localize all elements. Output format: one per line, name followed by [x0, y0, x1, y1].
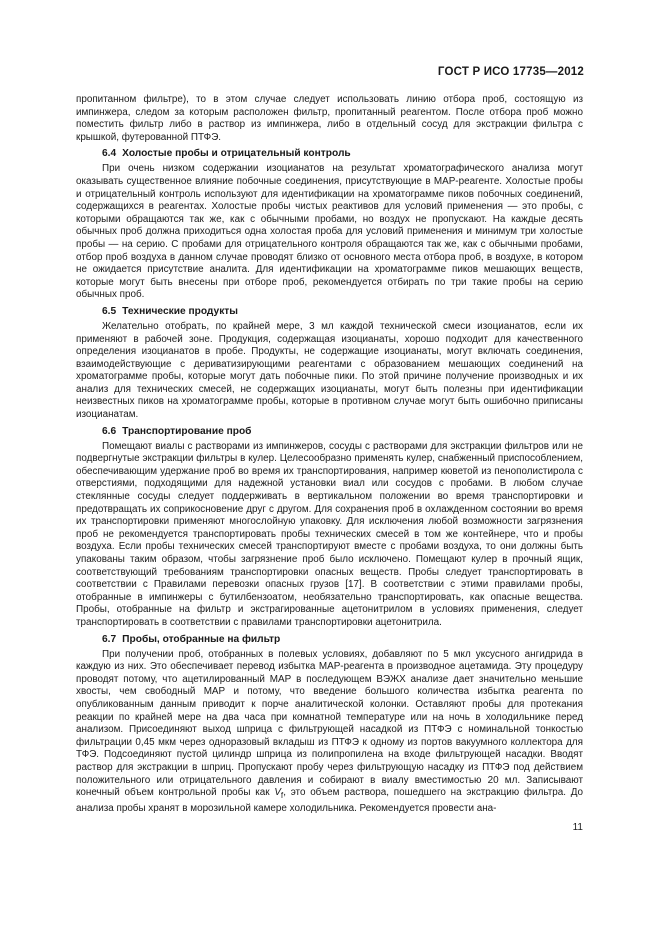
section-heading-6-4 — [76, 147, 583, 160]
section-title: Пробы, отобранные на фильтр — [122, 633, 281, 645]
section-title: Транспортирование проб — [122, 425, 252, 437]
section-heading-6-6 — [76, 425, 583, 438]
section-title: Холостые пробы и отрицательный контроль — [122, 148, 351, 160]
page-body — [76, 94, 583, 815]
volume-subscript: f — [280, 791, 284, 801]
paragraph-text-part-1: При получении проб, отобранных в полевых условиях, добавляют по 5 мкл уксусного ангидрида в каждую из них. Это обеспечивает перевод избытка МАР-реагента в производное ацетамида. Эту процедуру проводят потому, что ацетилированный МАР в последующем ВЭЖХ анализе дает значительно меньшие хвосты, чем свободный МАР и потому, что введение большого количества избытка реагента по опубликованным данным приводит к порче аналитической колонки. Оставляют пробы для протекания реакции по крайней мере на два часа при комнатной температуре или на ночь в холодильнике перед анализом. Присоединяют выход шприца с фильтрующей насадкой из ПТФЭ с номинальной тонкостью фильтрации 0,45 мкм через одноразовый вкладыш из ПТФЭ к одному из портов вакуумного коллектора для ТФЭ. Подсоединяют пустой цилиндр шприца из полипропилена на входе фильтрующей насадки. Вводят раствор для экстракции в шприц. Пропускают пробу через фильтрующую насадку из ПТФЭ под действием положительного или отрицательного давления и собирают в виалу вместимостью 20 мл. Записывают конечный объем контрольной пробы как — [76, 648, 583, 799]
paragraph-text-part-2: , это объем раствора, пошедшего на экстракцию фильтра. До анализа пробы хранят в морозильной камере холодильника. Рекомендуется провести ана- — [76, 787, 584, 814]
section-paragraph-6-7 — [76, 649, 583, 816]
section-paragraph-6-4: При очень низком содержании изоцианатов на результат хроматографического анализа могут оказывать существенное влияние побочные соединения, присутствующие в МАР-реагенте. Холостые пробы и отрицательный контроль используют для идентификации на хроматограмме пиков побочных соединений, содержащихся в реагентах. Холостые пробы чистых реактивов для условий применения — это пробы, с которыми обращаются так же, как с обычными пробами, но воздух не пропускают. На каждые десять обычных проб должна приходиться одна холостая проба для условий применения и минимум три холостые пробы — на серию. С пробами для отрицательного контроля обращаются так же, как с обычными пробами, отбор проб воздуха в данном случае проводят близко от основного места отбора проб, в воздухе, в котором не ожидается присутствие аналита. Для идентификации на хроматограмме пиков мешающих веществ, которые могут быть внесены при отборе проб, рекомендуется отбирать по три такие пробы на серию обычных проб. — [76, 163, 583, 301]
section-heading-6-5 — [76, 305, 583, 318]
section-title: Технические продукты — [122, 305, 238, 317]
volume-symbol: V — [274, 787, 281, 799]
section-heading-6-7 — [76, 633, 583, 646]
standard-header: ГОСТ Р ИСО 17735—2012 — [437, 66, 584, 78]
section-paragraph-6-5: Желательно отобрать, по крайней мере, 3 мл каждой технической смеси изоцианатов, если их применяют в рабочей зоне. Продукция, содержащая изоцианаты, хорошо подходит для качественного определения изоцианатов в пробе. Продукты, не содержащие изоцианаты, могут включать соединения, взаимодействующие с дериватизирующими реагентами с образованием мешающих соединений на хроматограмме пробы, которые могут дать побочные пики. По этой причине получение производных и их анализ для технических смесей, не содержащих изоцианаты, могут быть полезны при идентификации неизвестных пиков на хроматограмме пробы, которые в противном случае могут быть ошибочно приписаны изоцианатам. — [76, 320, 583, 421]
page-number: 11 — [572, 822, 583, 833]
section-number: 6.5 — [102, 305, 117, 317]
section-number: 6.6 — [102, 425, 117, 437]
section-number: 6.7 — [102, 633, 117, 645]
section-number: 6.4 — [102, 148, 117, 160]
section-paragraph-6-6: Помещают виалы с растворами из импинжеров, сосуды с растворами для экстракции фильтров или не подвергнутые экстракции фильтры в кулер. Целесообразно применять кулер, снабженный приспособлением, обеспечивающим удержание проб во время их транспортирования, например кюветой из пенополистирола с отверстиями, подходящими для надежной установки виал или сосудов с пробами. В любом случае стеклянные сосуды следует поддерживать в вертикальном положении во время транспортировки и предотвращать их соприкосновение друг с другом. Для сохранения проб в охлажденном состоянии во время их транспортировки применяют многослойную упаковку. Для исключения любой возможности загрязнения проб не рекомендуется транспортировать пробы технических смесей в том же контейнере, что и пробы воздуха. Если пробы технических смесей транспортируют вместе с пробами воздуха, то они должны быть упакованы таким образом, чтобы загрязнение проб было исключено. Помещают кулер в прочный ящик, соответствующий требованиям транспортировки опасных веществ. Пробы следует транспортировать в соответствии с Правилами перевозки опасных грузов [17]. В соответствии с этими правилами пробы, отобранные в импинжеры с бутилбензоатом, необязательно транспортировать, как опасные вещества. Пробы, отобранные на фильтр и экстрагированные ацетонитрилом в условиях применения, следует транспортировать в соответствии с правилами транспортировки ацетонитрила. — [76, 440, 583, 628]
intro-paragraph: пропитанном фильтре), то в этом случае следует использовать линию отбора проб, состоящую из импинжера, следом за которым расположен фильтр, пропитанный реагентом. После отбора проб можно поместить фильтр либо в раствор из импинжера, либо в отдельный сосуд для экстракции фильтра с крышкой, футерованной ПТФЭ. — [76, 94, 583, 143]
